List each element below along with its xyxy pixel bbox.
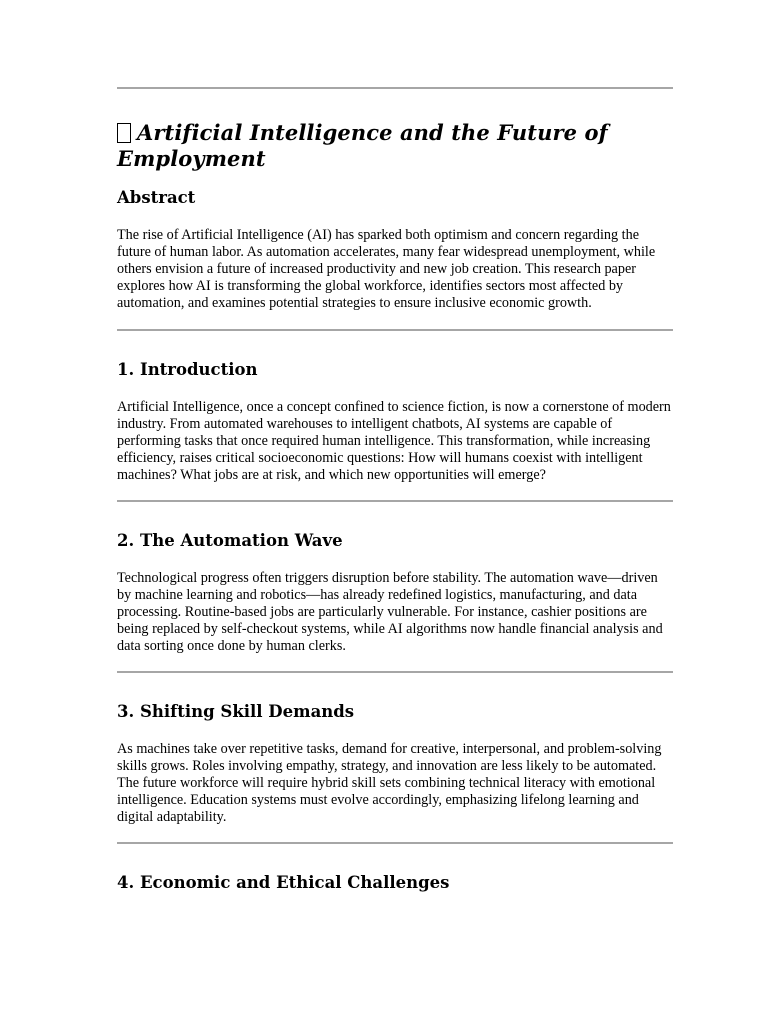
section-text: Artificial Intelligence, once a concept confined to science fiction, is now a cornerstone of modern industry. From automated warehouses to intelligent chatbots, AI systems are capable of performing tasks that once required human intelligence. This transformation, while increasing efficiency, raises critical socioeconomic questions: How will humans coexist with intelligent machines? What jobs are at risk, and which new opportunities will emerge? [117, 399, 671, 483]
missing-glyph-icon [117, 123, 131, 143]
document-title-text: Artificial Intelligence and the Future of Employment [117, 120, 608, 171]
document-page [117, 0, 673, 893]
section-heading: 4. Economic and Ethical Challenges [117, 873, 450, 892]
section-heading: 1. Introduction [117, 360, 258, 379]
section-economic-ethical-challenges [117, 873, 673, 893]
abstract-heading: Abstract [117, 188, 196, 207]
horizontal-rule [117, 500, 673, 502]
section-text: Technological progress often triggers disruption before stability. The automation wave—driven by machine learning and robotics—has already redefined logistics, manufacturing, and data processing. Routine-based jobs are particularly vulnerable. For instance, cashier positions are being replaced by self-checkout systems, while AI algorithms now handle financial analysis and data sorting once done by human clerks. [117, 570, 663, 654]
horizontal-rule [117, 842, 673, 844]
section-shifting-skill-demands [117, 702, 673, 826]
abstract-text: The rise of Artificial Intelligence (AI) has sparked both optimism and concern regarding the future of human labor. As automation accelerates, many fear widespread unemployment, while others envision a future of increased productivity and new job creation. This research paper explores how AI is transforming the global workforce, identifies sectors most affected by automation, and examines potential strategies to ensure inclusive economic growth. [117, 227, 656, 311]
horizontal-rule [117, 87, 673, 89]
section-automation-wave [117, 531, 673, 655]
section-text: As machines take over repetitive tasks, demand for creative, interpersonal, and problem-solving skills grows. Roles involving empathy, strategy, and innovation are less likely to be automated. The future workforce will require hybrid skill sets combining technical literacy with emotional intelligence. Education systems must evolve accordingly, emphasizing lifelong learning and digital adaptability. [117, 741, 662, 825]
section-heading: 2. The Automation Wave [117, 531, 343, 550]
section-heading: 3. Shifting Skill Demands [117, 702, 355, 721]
section-introduction [117, 360, 673, 484]
horizontal-rule [117, 671, 673, 673]
horizontal-rule [117, 329, 673, 331]
document-title [117, 120, 673, 172]
